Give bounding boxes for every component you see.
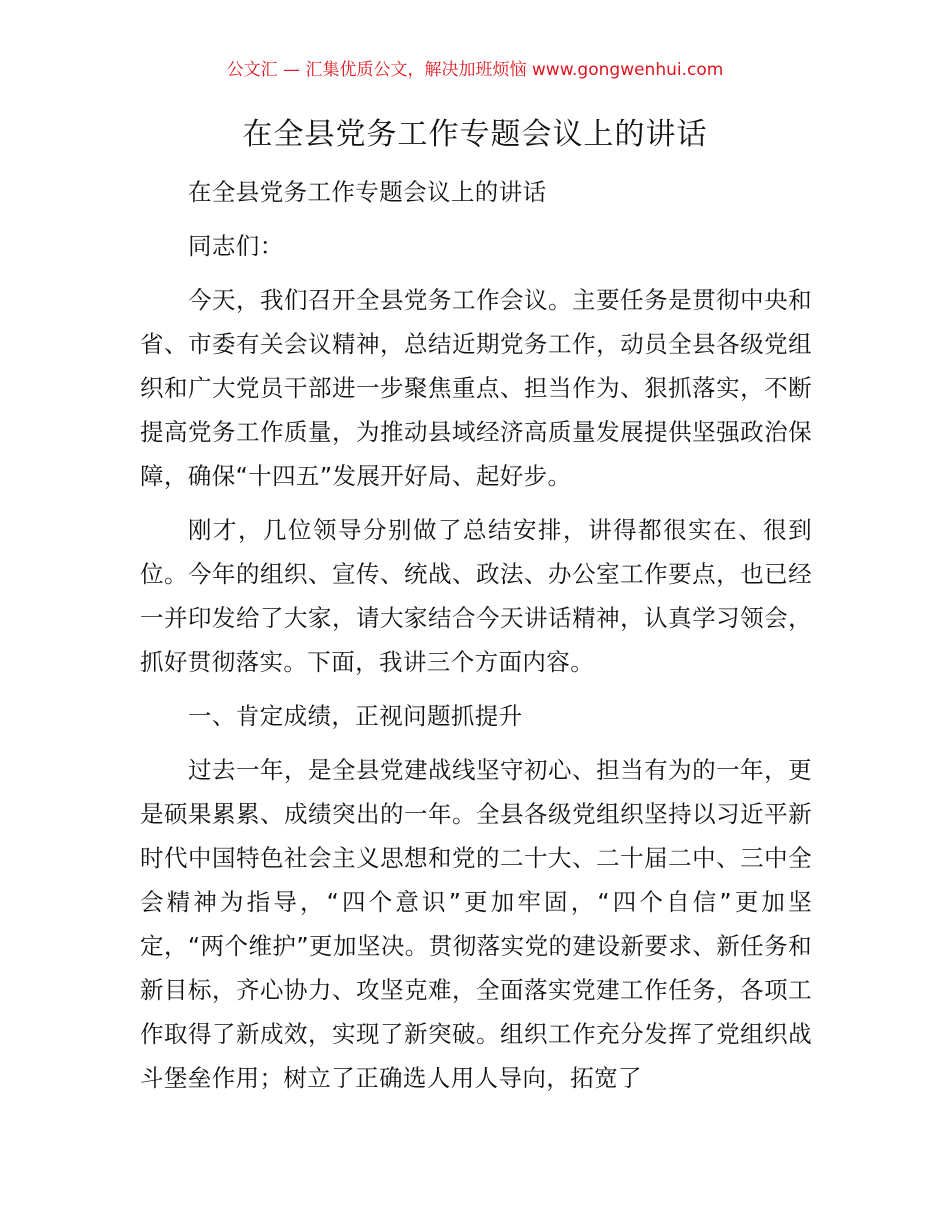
paragraph-intro: 今天，我们召开全县党务工作会议。主要任务是贯彻中央和省、市委有关会议精神，总结近期党务工作，动员全县各级党组织和广大党员干部进一步聚焦重点、担当作为、狠抓落实，不断提高党务工作质量，为推动县域经济高质量发展提供坚强政治保障，确保“十四五”发展开好局、起好步。	[140, 286, 812, 490]
document-subtitle: 在全县党务工作专题会议上的讲话	[188, 178, 547, 206]
salutation: 同志们：	[188, 232, 284, 260]
watermark-banner: 公文汇 — 汇集优质公文，解决加班烦恼 www.gongwenhui.com	[226, 60, 724, 80]
document-body	[140, 170, 812, 1100]
paragraph-context: 刚才，几位领导分别做了总结安排，讲得都很实在、很到位。今年的组织、宣传、统战、政法、办公室工作要点，也已经一并印发给了大家，请大家结合今天讲话精神，认真学习领会，抓好贯彻落实。下面，我讲三个方面内容。	[140, 516, 812, 676]
document-title: 在全县党务工作专题会议上的讲话	[242, 117, 708, 152]
section-heading: 一、肯定成绩，正视问题抓提升	[188, 702, 523, 730]
paragraph-section-1: 过去一年，是全县党建战线坚守初心、担当有为的一年，更是硕果累累、成绩突出的一年。全县各级党组织坚持以习近平新时代中国特色社会主义思想和党的二十大、二十届二中、三中全会精神为指导，“四个意识”更加牢固，“四个自信”更加坚定，“两个维护”更加坚决。贯彻落实党的建设新要求、新任务和新目标，齐心协力、攻坚克难，全面落实党建工作任务，各项工作取得了新成效，实现了新突破。组织工作充分发挥了党组织战斗堡垒作用；树立了正确选人用人导向，拓宽了	[140, 756, 812, 1092]
